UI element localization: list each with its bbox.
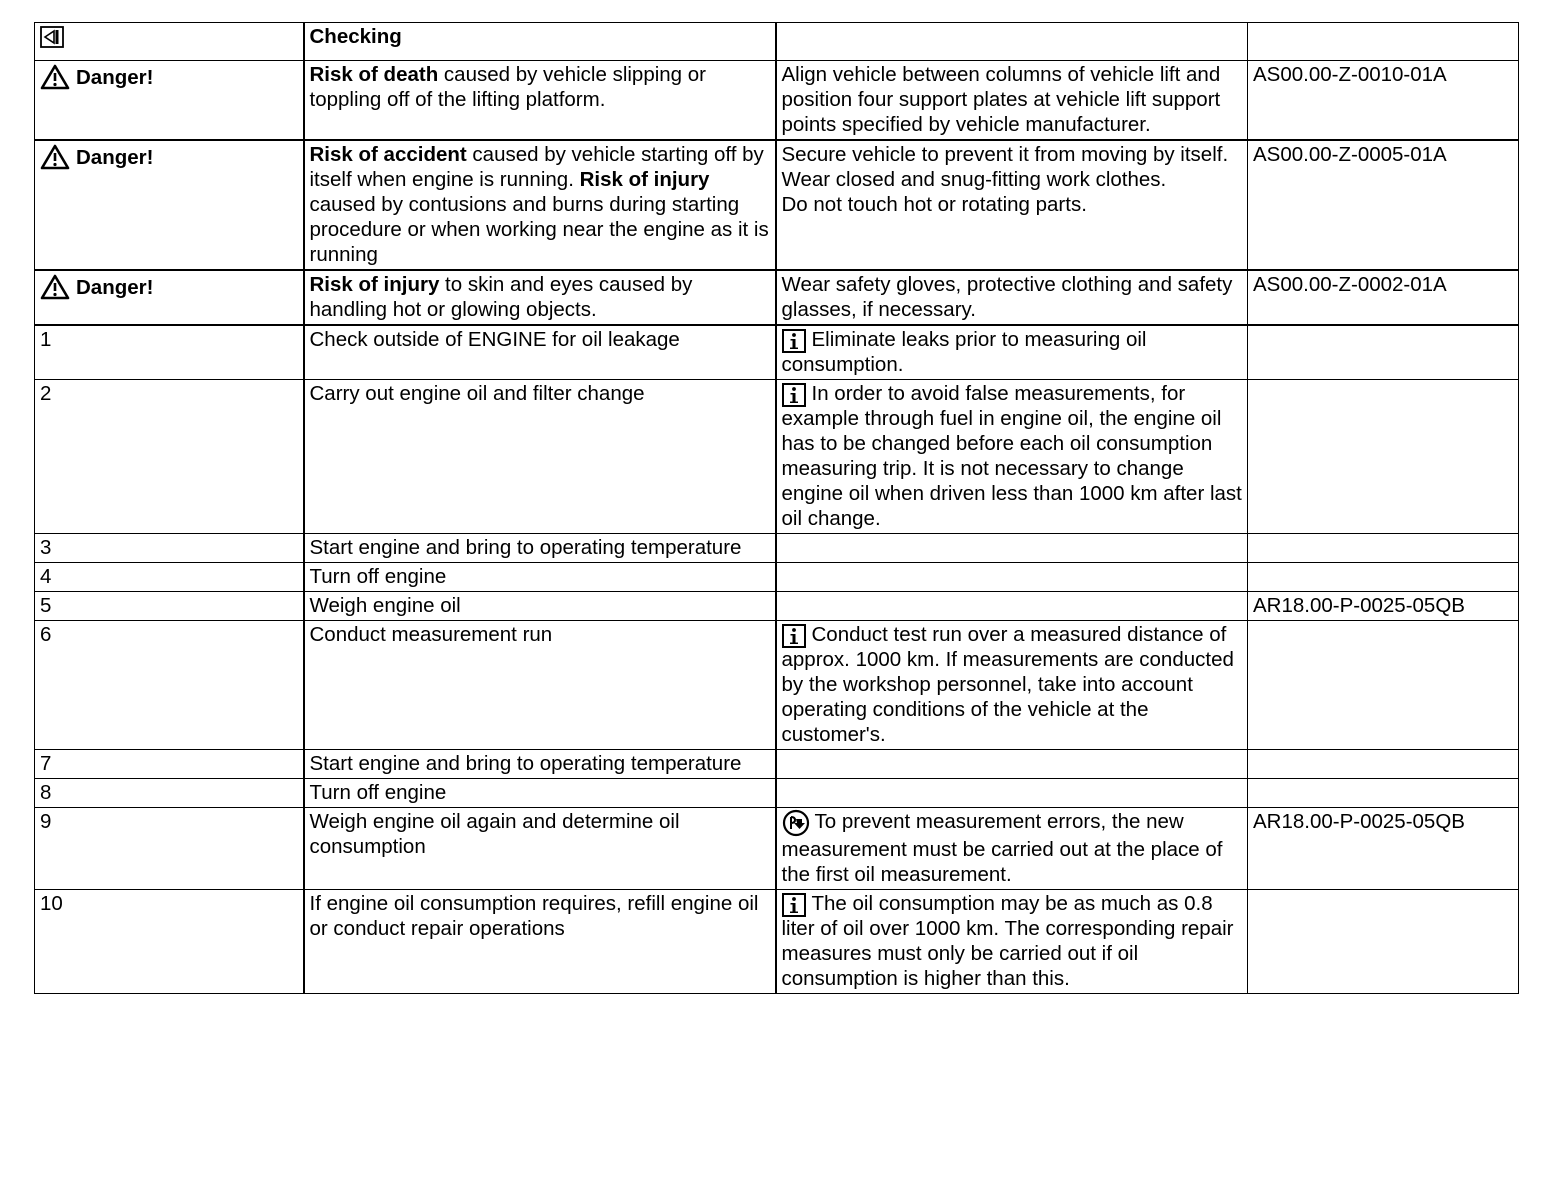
risk-heading: Risk of injury bbox=[579, 168, 710, 191]
step-number: 3 bbox=[40, 536, 52, 559]
step-number: 5 bbox=[40, 594, 52, 617]
risk-heading: Risk of injury bbox=[309, 273, 440, 296]
info-icon bbox=[782, 329, 806, 353]
info-icon bbox=[782, 893, 806, 917]
danger-label-cell bbox=[35, 270, 304, 325]
measure-cell bbox=[776, 61, 1248, 141]
step-note-cell bbox=[776, 534, 1248, 563]
step-action: Conduct measurement run bbox=[309, 623, 553, 646]
header-empty-cell bbox=[776, 23, 1248, 61]
reference-cell bbox=[1248, 563, 1519, 592]
warning-triangle-icon bbox=[40, 64, 70, 90]
step-number-cell bbox=[35, 779, 304, 808]
step-action: Carry out engine oil and filter change bbox=[309, 382, 645, 405]
step-row bbox=[35, 808, 1519, 890]
risk-text: caused by vehicle slipping or toppling off of the lifting platform. bbox=[309, 63, 707, 111]
danger-label: Danger! bbox=[76, 66, 154, 89]
reference-cell bbox=[1248, 61, 1519, 141]
step-action: Turn off engine bbox=[309, 781, 447, 804]
step-number-cell bbox=[35, 563, 304, 592]
step-number: 10 bbox=[40, 892, 63, 915]
danger-label: Danger! bbox=[76, 146, 154, 169]
step-note: The oil consumption may be as much as 0.8 liter of oil over 1000 km. The corresponding repair measures must only be carried out if oil consumption is higher than this. bbox=[781, 892, 1234, 990]
reference-link[interactable]: AR18.00-P-0025-05QB bbox=[1253, 594, 1465, 617]
page-title: Checking bbox=[309, 25, 402, 48]
step-row bbox=[35, 325, 1519, 380]
step-number: 4 bbox=[40, 565, 52, 588]
measure-cell bbox=[776, 140, 1248, 270]
step-note: Conduct test run over a measured distance of approx. 1000 km. If measurements are conducted by the workshop personnel, take into account operating conditions of the vehicle at the customer's. bbox=[781, 623, 1234, 746]
step-action-cell bbox=[304, 563, 776, 592]
step-row bbox=[35, 750, 1519, 779]
step-row bbox=[35, 779, 1519, 808]
step-row bbox=[35, 592, 1519, 621]
step-note: To prevent measurement errors, the new measurement must be carried out at the place of the first oil measurement. bbox=[781, 810, 1223, 886]
step-row bbox=[35, 621, 1519, 750]
step-action: If engine oil consumption requires, refill engine oil or conduct repair operations bbox=[309, 892, 759, 940]
step-action: Weigh engine oil bbox=[309, 594, 461, 617]
step-action-cell bbox=[304, 534, 776, 563]
step-note-cell bbox=[776, 621, 1248, 750]
reference-cell bbox=[1248, 779, 1519, 808]
step-number: 8 bbox=[40, 781, 52, 804]
step-note-cell bbox=[776, 779, 1248, 808]
step-note: Eliminate leaks prior to measuring oil consumption. bbox=[781, 328, 1147, 376]
step-row bbox=[35, 563, 1519, 592]
step-note-cell bbox=[776, 325, 1248, 380]
safety-measure: Do not touch hot or rotating parts. bbox=[781, 193, 1087, 216]
header-row bbox=[35, 23, 1519, 61]
step-note-cell bbox=[776, 808, 1248, 890]
safety-measure: Wear closed and snug-fitting work clothes. bbox=[781, 168, 1167, 191]
step-number: 1 bbox=[40, 328, 52, 351]
step-action-cell bbox=[304, 325, 776, 380]
step-action-cell bbox=[304, 808, 776, 890]
step-action: Start engine and bring to operating temperature bbox=[309, 536, 742, 559]
step-row bbox=[35, 534, 1519, 563]
step-action: Weigh engine oil again and determine oil consumption bbox=[309, 810, 680, 858]
danger-label-cell bbox=[35, 61, 304, 141]
risk-cell bbox=[304, 270, 776, 325]
measure-cell bbox=[776, 270, 1248, 325]
reference-cell bbox=[1248, 380, 1519, 534]
procedure-table bbox=[34, 22, 1519, 994]
step-number-cell bbox=[35, 325, 304, 380]
danger-row bbox=[35, 61, 1519, 141]
header-empty-cell bbox=[1248, 23, 1519, 61]
step-note: In order to avoid false measurements, for example through fuel in engine oil, the engine oil has to be changed before each oil consumption measuring trip. It is not necessary to change engine oil when driven less than 1000 km after last oil change. bbox=[781, 382, 1242, 530]
reference-cell bbox=[1248, 270, 1519, 325]
danger-label: Danger! bbox=[76, 276, 154, 299]
reference-link[interactable]: AS00.00-Z-0005-01A bbox=[1253, 143, 1447, 166]
danger-row bbox=[35, 270, 1519, 325]
step-note-cell bbox=[776, 592, 1248, 621]
step-number: 7 bbox=[40, 752, 52, 775]
step-action-cell bbox=[304, 380, 776, 534]
reference-cell bbox=[1248, 592, 1519, 621]
step-action-cell bbox=[304, 750, 776, 779]
danger-label-cell bbox=[35, 140, 304, 270]
step-number-cell bbox=[35, 890, 304, 994]
step-number-cell bbox=[35, 592, 304, 621]
step-action: Check outside of ENGINE for oil leakage bbox=[309, 328, 680, 351]
info-icon bbox=[782, 383, 806, 407]
step-row bbox=[35, 380, 1519, 534]
risk-heading: Risk of death bbox=[309, 63, 439, 86]
reference-cell bbox=[1248, 534, 1519, 563]
step-action: Start engine and bring to operating temperature bbox=[309, 752, 742, 775]
reference-cell bbox=[1248, 890, 1519, 994]
step-action-cell bbox=[304, 779, 776, 808]
header-nav-cell bbox=[35, 23, 304, 61]
step-action-cell bbox=[304, 890, 776, 994]
step-row bbox=[35, 890, 1519, 994]
step-action-cell bbox=[304, 592, 776, 621]
risk-text: to skin and eyes caused by handling hot or glowing objects. bbox=[309, 273, 693, 321]
risk-text: caused by vehicle starting off by itself when engine is running. bbox=[309, 143, 764, 191]
reference-cell bbox=[1248, 325, 1519, 380]
step-note-cell bbox=[776, 890, 1248, 994]
step-action-cell bbox=[304, 621, 776, 750]
safety-measure: Secure vehicle to prevent it from moving by itself. bbox=[781, 143, 1229, 166]
back-arrow-icon[interactable] bbox=[40, 26, 64, 48]
reference-cell bbox=[1248, 808, 1519, 890]
reference-cell bbox=[1248, 621, 1519, 750]
reference-link[interactable]: AS00.00-Z-0002-01A bbox=[1253, 273, 1447, 296]
reference-link[interactable]: AS00.00-Z-0010-01A bbox=[1253, 63, 1447, 86]
warning-triangle-icon bbox=[40, 144, 70, 170]
risk-text: caused by contusions and burns during starting procedure or when working near the engine as it is running bbox=[309, 193, 769, 266]
step-number-cell bbox=[35, 750, 304, 779]
risk-heading: Risk of accident bbox=[309, 143, 467, 166]
info-icon bbox=[782, 624, 806, 648]
step-number-cell bbox=[35, 808, 304, 890]
header-title-cell bbox=[304, 23, 776, 61]
step-number-cell bbox=[35, 621, 304, 750]
step-number: 9 bbox=[40, 810, 52, 833]
caution-note-icon bbox=[782, 809, 810, 837]
reference-cell bbox=[1248, 750, 1519, 779]
safety-measure: Wear safety gloves, protective clothing and safety glasses, if necessary. bbox=[781, 273, 1233, 321]
step-action: Turn off engine bbox=[309, 565, 447, 588]
step-number-cell bbox=[35, 380, 304, 534]
danger-row bbox=[35, 140, 1519, 270]
reference-cell bbox=[1248, 140, 1519, 270]
risk-cell bbox=[304, 61, 776, 141]
step-number: 2 bbox=[40, 382, 52, 405]
step-number-cell bbox=[35, 534, 304, 563]
warning-triangle-icon bbox=[40, 274, 70, 300]
reference-link[interactable]: AR18.00-P-0025-05QB bbox=[1253, 810, 1465, 833]
risk-cell bbox=[304, 140, 776, 270]
safety-measure: Align vehicle between columns of vehicle lift and position four support plates at vehicle lift support points specified by vehicle manufacturer. bbox=[781, 63, 1221, 136]
step-number: 6 bbox=[40, 623, 52, 646]
step-note-cell bbox=[776, 380, 1248, 534]
step-note-cell bbox=[776, 750, 1248, 779]
step-note-cell bbox=[776, 563, 1248, 592]
